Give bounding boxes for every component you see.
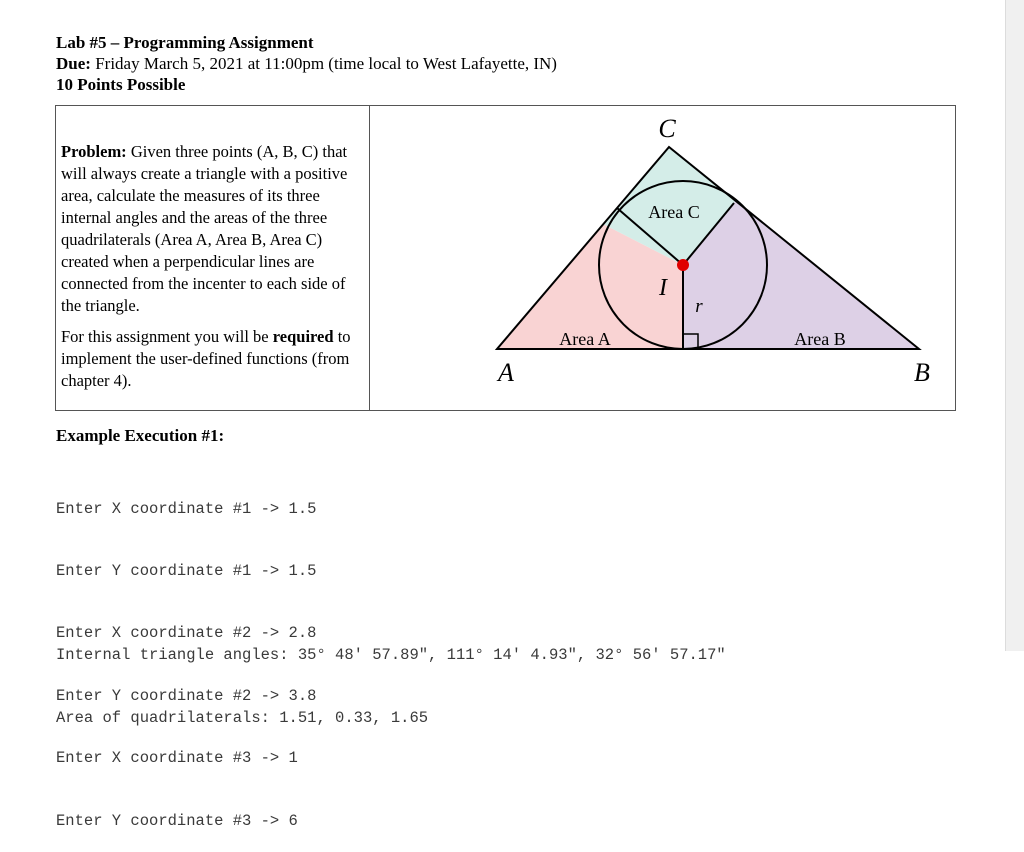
triangle-figure [371, 106, 955, 410]
angles-output: Internal triangle angles: 35° 48' 57.89", 111° 14' 4.93", 32° 56' 57.17" [56, 646, 726, 664]
console-line: Enter X coordinate #1 -> 1.5 [56, 499, 317, 518]
problem-statement [61, 141, 365, 317]
example-heading: Example Execution #1: [56, 426, 225, 445]
areas-output: Area of quadrilaterals: 1.51, 0.33, 1.65 [56, 709, 429, 727]
incenter-label: I [659, 275, 667, 301]
due-label: Due: [56, 54, 91, 73]
requirement-note [61, 326, 365, 392]
requirement-post: to implement the user-defined functions (from chapter 4). [61, 327, 351, 390]
console-line: Enter Y coordinate #3 -> 6 [56, 811, 298, 830]
console-line: Enter Y coordinate #1 -> 1.5 [56, 561, 317, 580]
window-scrollbar[interactable] [1005, 0, 1024, 651]
console-line: Enter X coordinate #2 -> 2.8 [56, 624, 317, 643]
vertex-c-label: C [658, 114, 676, 143]
console-line: Enter Y coordinate #2 -> 3.8 [56, 686, 317, 705]
area-c-label: Area C [648, 202, 700, 222]
assignment-header [56, 32, 557, 95]
requirement-bold: required [272, 327, 334, 346]
assignment-title: Lab #5 – Programming Assignment [56, 33, 314, 52]
area-a-label: Area A [559, 329, 611, 349]
incenter-point [677, 259, 689, 271]
problem-description [56, 106, 370, 410]
area-b-label: Area B [794, 329, 846, 349]
problem-body: Given three points (A, B, C) that will always create a triangle with a positive area, calculate the measures of its three internal angles and the areas of the three quadrilaterals (Area A, Area B, Area C) created when a perpendicular lines are connected from the incenter to each side of the triangle. [61, 142, 348, 315]
console-output [56, 603, 726, 750]
radius-label: r [695, 296, 703, 317]
due-date: Friday March 5, 2021 at 11:00pm (time local to West Lafayette, IN) [90, 54, 557, 73]
points-possible: 10 Points Possible [56, 75, 186, 94]
vertex-b-label: B [914, 358, 930, 387]
triangle-diagram [371, 106, 955, 410]
vertex-a-label: A [498, 358, 514, 387]
problem-table [55, 105, 956, 411]
console-line: Enter X coordinate #3 -> 1 [56, 749, 298, 768]
requirement-pre: For this assignment you will be [61, 327, 273, 346]
problem-label: Problem: [61, 142, 127, 161]
